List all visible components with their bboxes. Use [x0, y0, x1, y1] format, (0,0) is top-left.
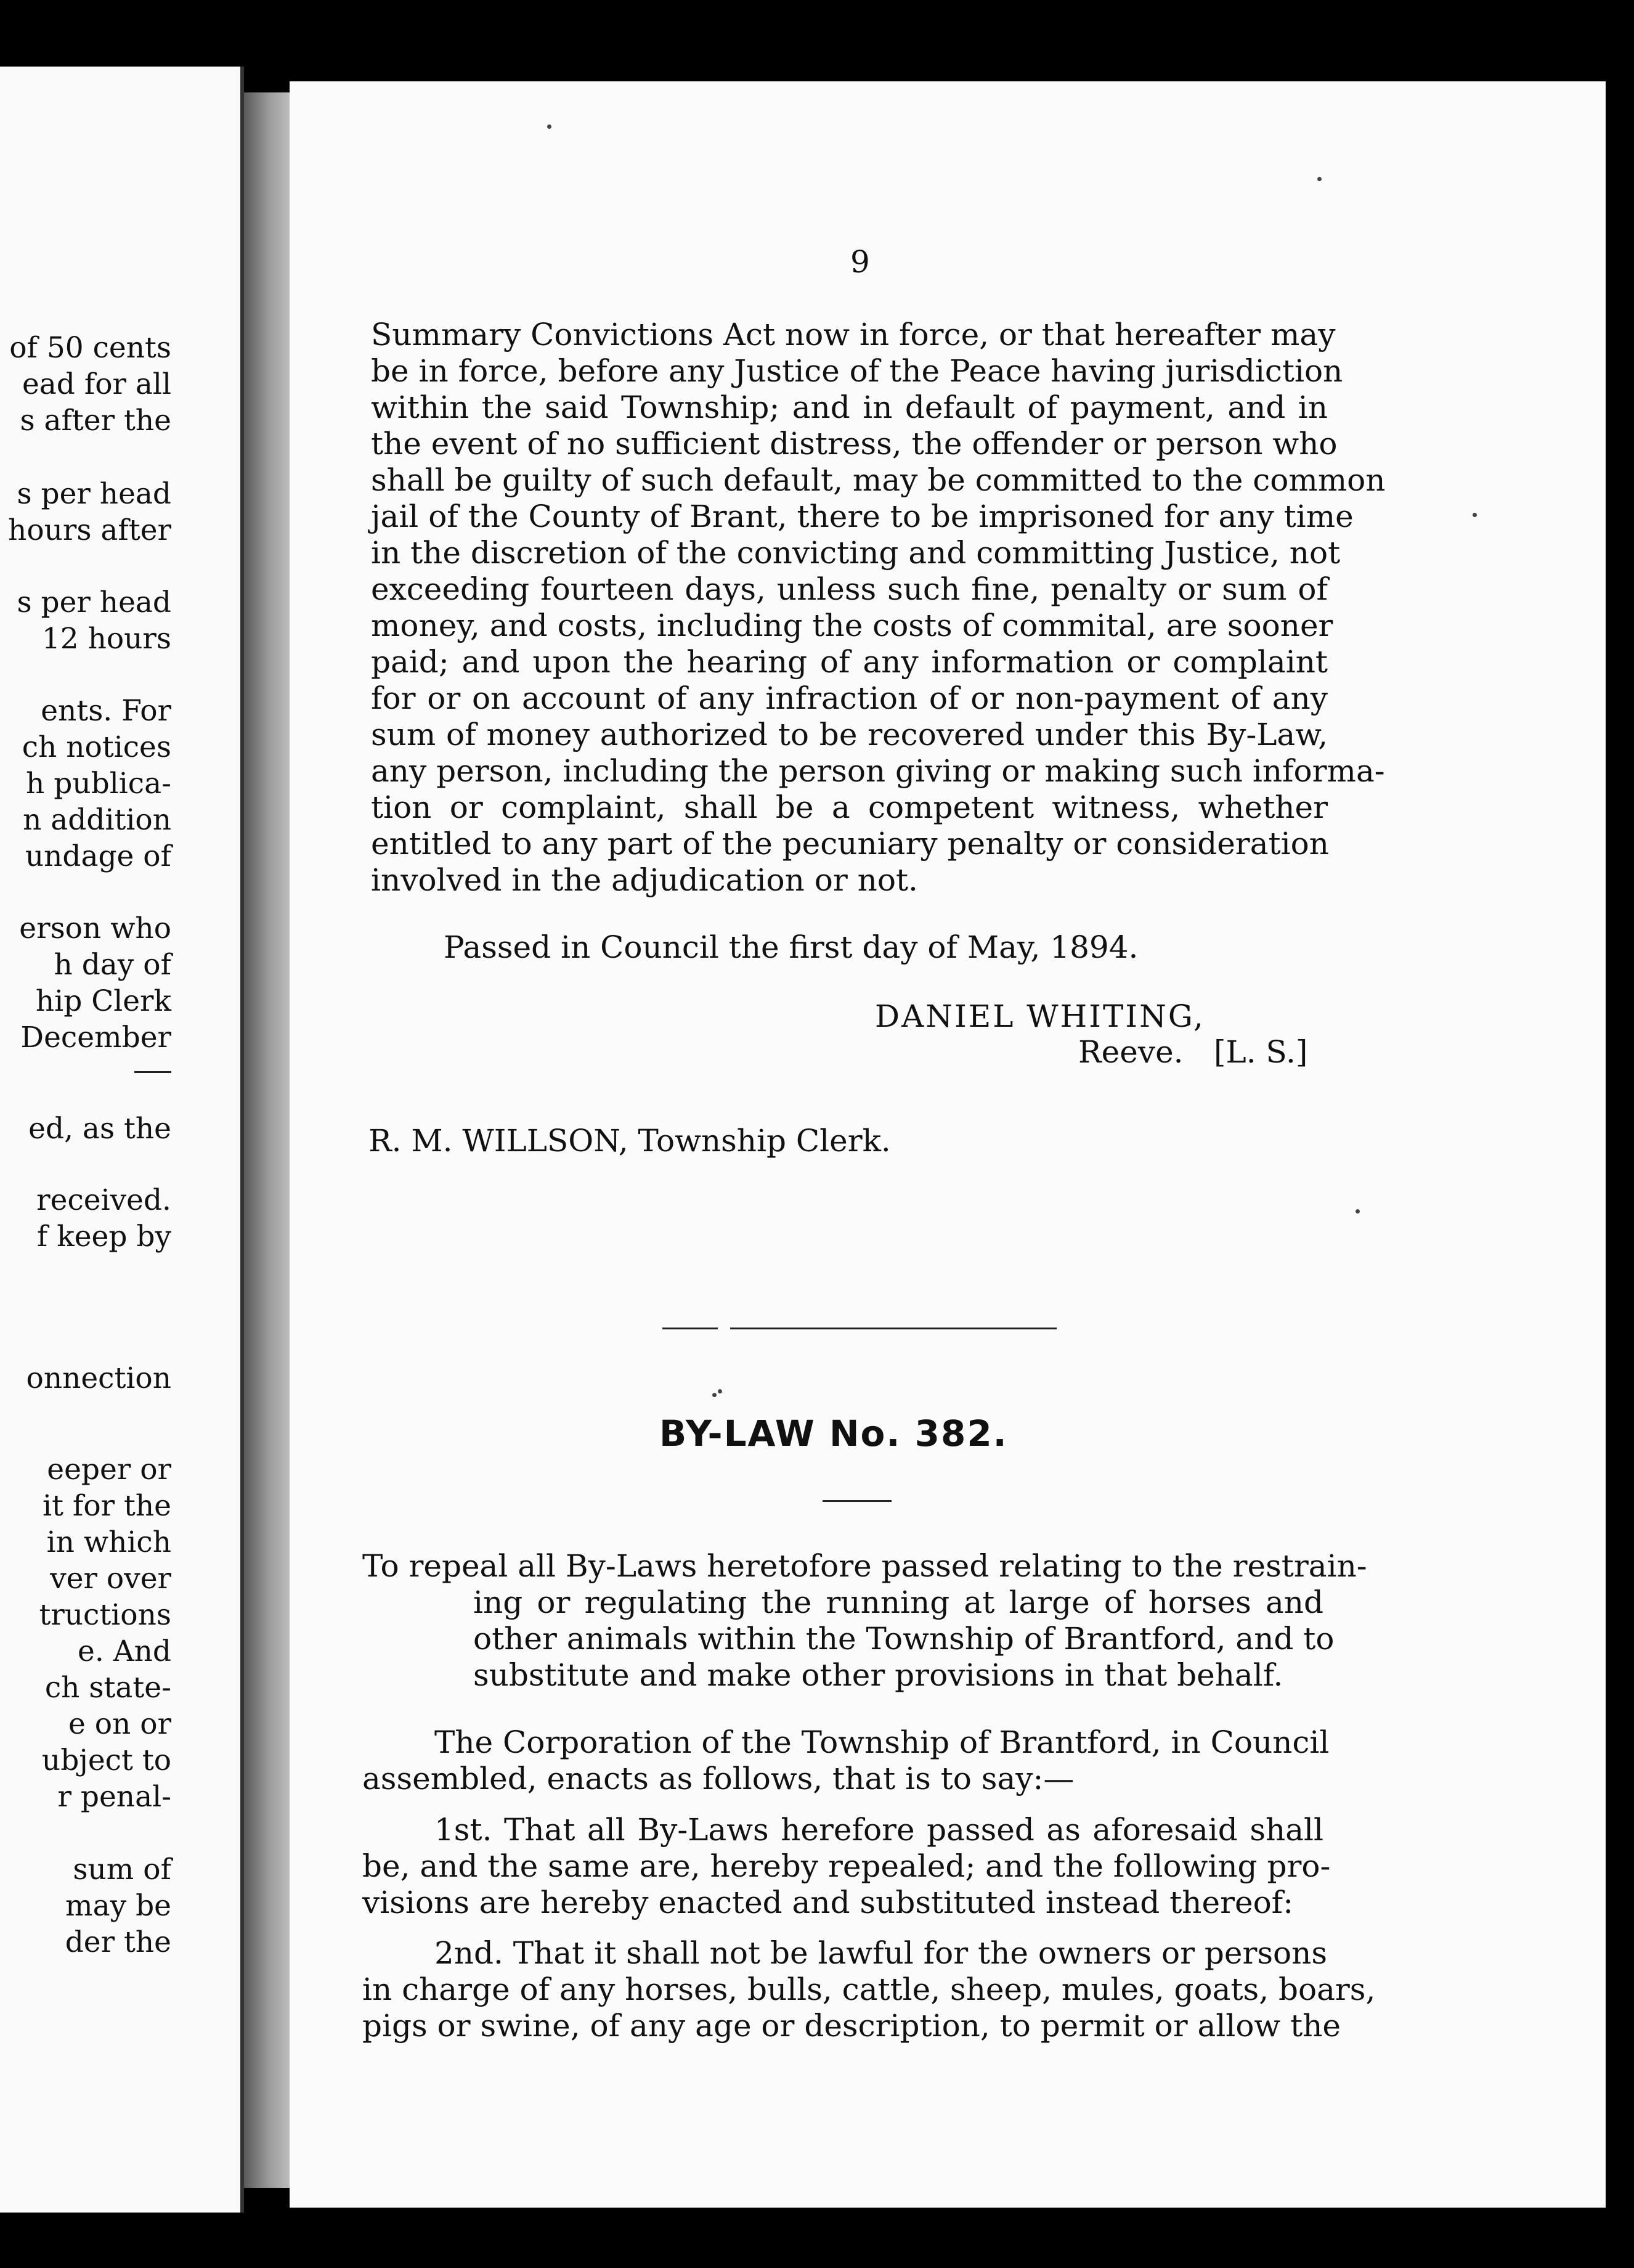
body-line: jail of the County of Brant, there to be imprisoned for any time — [371, 499, 1354, 534]
clerk-signature: R. M. WILLSON, Township Clerk. — [368, 1123, 891, 1159]
left-rule — [134, 1071, 171, 1073]
preamble-line: ing or regulating the running at large of horses and — [473, 1585, 1323, 1620]
page-number: 9 — [850, 244, 870, 280]
body-line: for or on account of any infraction of or non-payment of any — [371, 680, 1328, 716]
left-text-fragment: ubject to — [41, 1744, 171, 1777]
left-text-fragment: may be — [65, 1889, 171, 1923]
left-text-fragment: in which — [46, 1525, 171, 1559]
left-text-fragment: ver over — [50, 1562, 171, 1596]
body-line: in the discretion of the convicting and committing Justice, not — [371, 535, 1341, 571]
heading-underline — [823, 1500, 892, 1502]
left-facing-page — [0, 67, 244, 2213]
body-line: entitled to any part of the pecuniary penalty or consideration — [371, 826, 1329, 862]
body-line: tion or complaint, shall be a competent witness, whether — [371, 789, 1328, 825]
section-divider — [662, 1328, 718, 1329]
body-line: within the said Township; and in default of payment, and in — [371, 390, 1328, 425]
body-line: paid; and upon the hearing of any information or complaint — [371, 644, 1328, 680]
scan-speck — [712, 1393, 717, 1397]
left-text-fragment: 12 hours — [41, 622, 171, 656]
body-line: sum of money authorized to be recovered under this By-Law, — [371, 717, 1328, 753]
left-text-fragment: tructions — [39, 1598, 171, 1632]
body-line: exceeding fourteen days, unless such fine, penalty or sum of — [371, 571, 1328, 607]
preamble-line: other animals within the Township of Brantford, and to — [473, 1621, 1335, 1657]
left-text-fragment: it for the — [43, 1489, 171, 1523]
passed-line: Passed in Council the first day of May, 1894. — [444, 929, 1139, 965]
enacting-line: The Corporation of the Township of Brantford, in Council — [434, 1724, 1330, 1760]
preamble-line: substitute and make other provisions in that behalf. — [473, 1657, 1283, 1693]
section-1-line: 1st. That all By-Laws herefore passed as aforesaid shall — [434, 1812, 1323, 1848]
section-divider — [730, 1328, 1057, 1329]
section-2-line: pigs or swine, of any age or description, to permit or allow the — [362, 2008, 1341, 2044]
left-text-fragment: e on or — [68, 1707, 171, 1741]
left-text-fragment: received. — [36, 1183, 171, 1217]
left-text-fragment: eeper or — [47, 1453, 171, 1487]
left-text-fragment: ch notices — [22, 730, 171, 764]
left-text-fragment: erson who — [19, 912, 171, 945]
reeve-name: DANIEL WHITING, — [875, 998, 1205, 1034]
left-text-fragment: of 50 cents — [9, 331, 171, 365]
book-gutter — [244, 92, 290, 2188]
preamble-line: To repeal all By-Laws heretofore passed relating to the restrain- — [362, 1548, 1367, 1584]
section-2-line: in charge of any horses, bulls, cattle, sheep, mules, goats, boars, — [362, 1972, 1376, 2007]
scan-speck — [1356, 1209, 1360, 1214]
body-line: shall be guilty of such default, may be committed to the common — [371, 462, 1386, 498]
seal-mark: [L. S.] — [1214, 1034, 1308, 1070]
scan-speck — [718, 1389, 722, 1393]
left-text-fragment: n addition — [23, 803, 171, 837]
left-text-fragment: s after the — [20, 404, 171, 438]
left-text-fragment: f keep by — [36, 1220, 171, 1254]
left-text-fragment: undage of — [25, 839, 171, 873]
left-text-fragment: h publica- — [26, 767, 171, 801]
body-line: money, and costs, including the costs of commital, are sooner — [371, 608, 1333, 643]
left-text-fragment: ch state- — [44, 1671, 171, 1705]
body-line: the event of no sufficient distress, the offender or person who — [371, 426, 1338, 462]
left-text-fragment: ead for all — [22, 367, 171, 401]
section-1-line: be, and the same are, hereby repealed; and the following pro- — [362, 1848, 1331, 1884]
left-text-fragment: der the — [65, 1925, 171, 1959]
left-text-fragment: s per head — [17, 585, 171, 619]
body-line: involved in the adjudication or not. — [371, 862, 918, 898]
scan-speck — [1317, 177, 1322, 181]
left-text-fragment: s per head — [17, 477, 171, 511]
right-page — [290, 81, 1606, 2208]
body-line: any person, including the person giving or making such informa- — [371, 753, 1385, 789]
left-text-fragment: r penal- — [57, 1780, 171, 1814]
left-text-fragment: December — [20, 1021, 171, 1054]
reeve-title: Reeve. — [1078, 1034, 1184, 1070]
section-2-line: 2nd. That it shall not be lawful for the owners or persons — [434, 1935, 1327, 1971]
left-text-fragment: ed, as the — [28, 1112, 171, 1146]
left-text-fragment: hip Clerk — [35, 984, 171, 1018]
body-line: Summary Convictions Act now in force, or that hereafter may — [371, 317, 1336, 353]
scan-speck — [1473, 513, 1477, 517]
left-text-fragment: onnection — [26, 1361, 171, 1395]
scan-speck — [547, 124, 551, 129]
body-line: be in force, before any Justice of the Peace having jurisdiction — [371, 353, 1343, 389]
left-text-fragment: sum of — [73, 1853, 171, 1887]
section-1-line: visions are hereby enacted and substituted instead thereof: — [362, 1885, 1294, 1920]
enacting-line: assembled, enacts as follows, that is to say:— — [362, 1761, 1075, 1797]
left-text-fragment: ents. For — [41, 694, 171, 728]
bylaw-heading: BY-LAW No. 382. — [659, 1413, 1008, 1454]
left-text-fragment: hours after — [8, 513, 171, 547]
left-text-fragment: h day of — [54, 948, 171, 982]
left-text-fragment: e. And — [78, 1634, 171, 1668]
